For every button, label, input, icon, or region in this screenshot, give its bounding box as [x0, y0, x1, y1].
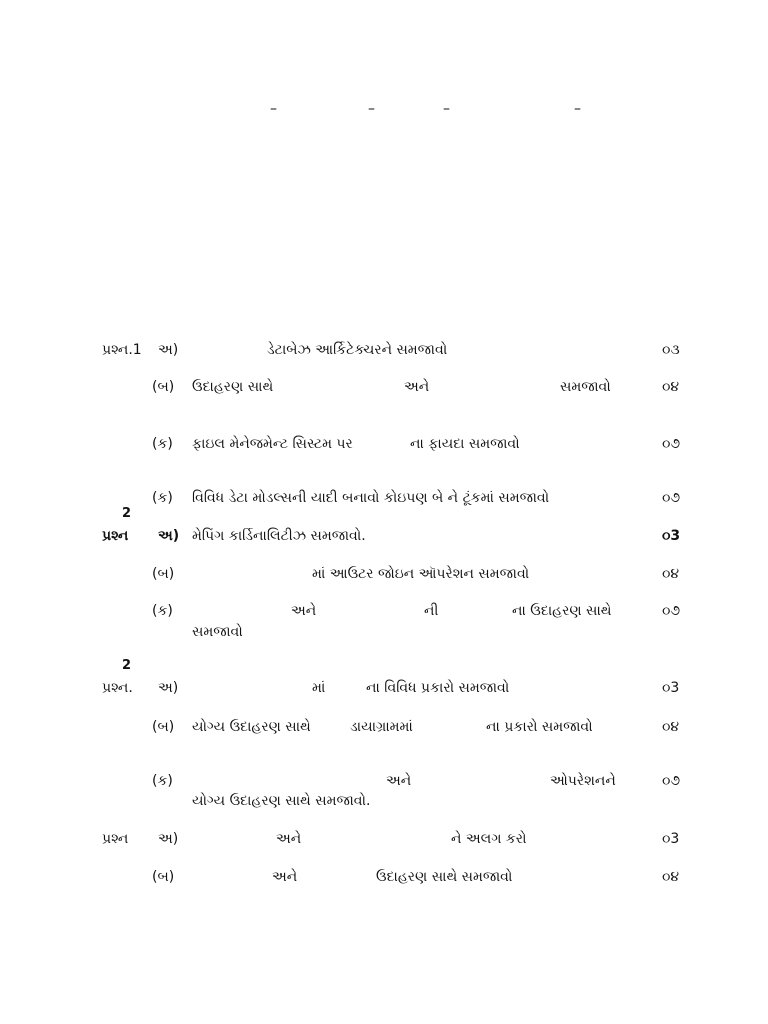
question-label: પ્રશ્ન	[102, 528, 129, 544]
marks: ૦3	[662, 528, 681, 544]
question-number: 2	[122, 658, 132, 673]
question-text: અને	[291, 603, 317, 619]
sub-question-label: (ક)	[152, 490, 173, 506]
sub-question-label: અ)	[158, 680, 179, 696]
question-text: અને	[386, 773, 412, 789]
marks: ૦૩	[662, 342, 680, 358]
question-text: અને	[404, 379, 430, 395]
question-text: વિવિધ ડેટા મોડલ્સની યાદી બનાવો કોઇપણ બે ને ટૂંકમાં સમજાવો	[192, 490, 550, 506]
sub-question-label: અ)	[158, 528, 180, 544]
question-text: ઉદાહરણ સાથે સમજાવો	[376, 869, 513, 885]
question-text: ડેટાબેઝ આર્કિટેક્ચરને સમજાવો	[267, 342, 448, 358]
sub-question-label: (ક)	[152, 436, 173, 452]
question-label: પ્રશ્ન.	[102, 680, 133, 696]
marks: ૦૪	[662, 719, 680, 735]
question-text: ના વિવિધ પ્રકારો સમજાવો	[366, 680, 510, 696]
sub-question-label: (બ)	[152, 719, 175, 735]
marks: ૦3	[662, 831, 680, 847]
sub-question-label: અ)	[158, 342, 179, 358]
question-text: યોગ્ય ઉદાહરણ સાથે	[192, 719, 311, 735]
question-text: ને અલગ કરો	[451, 831, 527, 847]
question-text: અને	[272, 869, 298, 885]
question-text: ઓપરેશનને	[550, 773, 616, 789]
question-text: ના ઉદાહરણ સાથે	[512, 603, 612, 619]
sub-question-label: (બ)	[152, 869, 175, 885]
question-text: માં આઉટર જોઇન ઑપરેશન સમજાવો	[312, 566, 530, 582]
header-dash: –	[443, 101, 450, 117]
header-dash: –	[574, 101, 581, 117]
sub-question-label: (ક)	[152, 773, 173, 789]
marks: ૦૭	[662, 603, 681, 619]
question-text: માં	[312, 680, 326, 696]
marks: ૦૪	[662, 566, 680, 582]
header-dash: –	[270, 101, 277, 117]
question-text: ની	[424, 603, 439, 619]
header-dash: –	[368, 101, 375, 117]
question-text: ડાયાગ્રામમાં	[350, 719, 413, 735]
question-text: ફાઇલ મેનેજમેન્ટ સિસ્ટમ પર	[192, 436, 353, 452]
marks: ૦૭	[662, 773, 681, 789]
question-text: ના ફાયદા સમજાવો	[410, 436, 520, 452]
question-text: સમજાવો	[192, 624, 243, 640]
question-number: 2	[122, 506, 132, 521]
marks: ૦3	[662, 680, 680, 696]
marks: ૦૪	[662, 379, 680, 395]
question-text: યોગ્ય ઉદાહરણ સાથે સમજાવો.	[192, 793, 371, 809]
marks: ૦૪	[662, 869, 680, 885]
sub-question-label: (ક)	[152, 603, 173, 619]
marks: ૦૭	[662, 490, 681, 506]
marks: ૦૭	[662, 436, 681, 452]
sub-question-label: (બ)	[152, 379, 175, 395]
question-label: પ્રશ્ન	[102, 831, 129, 847]
question-number: પ્રશ્ન.1	[102, 342, 142, 358]
sub-question-label: (બ)	[152, 566, 175, 582]
question-text: ના પ્રકારો સમજાવો	[486, 719, 593, 735]
question-text: સમજાવો	[560, 379, 611, 395]
question-text: મેપિંગ કાર્ડિનાલિટીઝ સમજાવો.	[192, 528, 366, 544]
question-text: ઉદાહરણ સાથે	[192, 379, 274, 395]
sub-question-label: અ)	[158, 831, 179, 847]
question-text: અને	[276, 831, 302, 847]
